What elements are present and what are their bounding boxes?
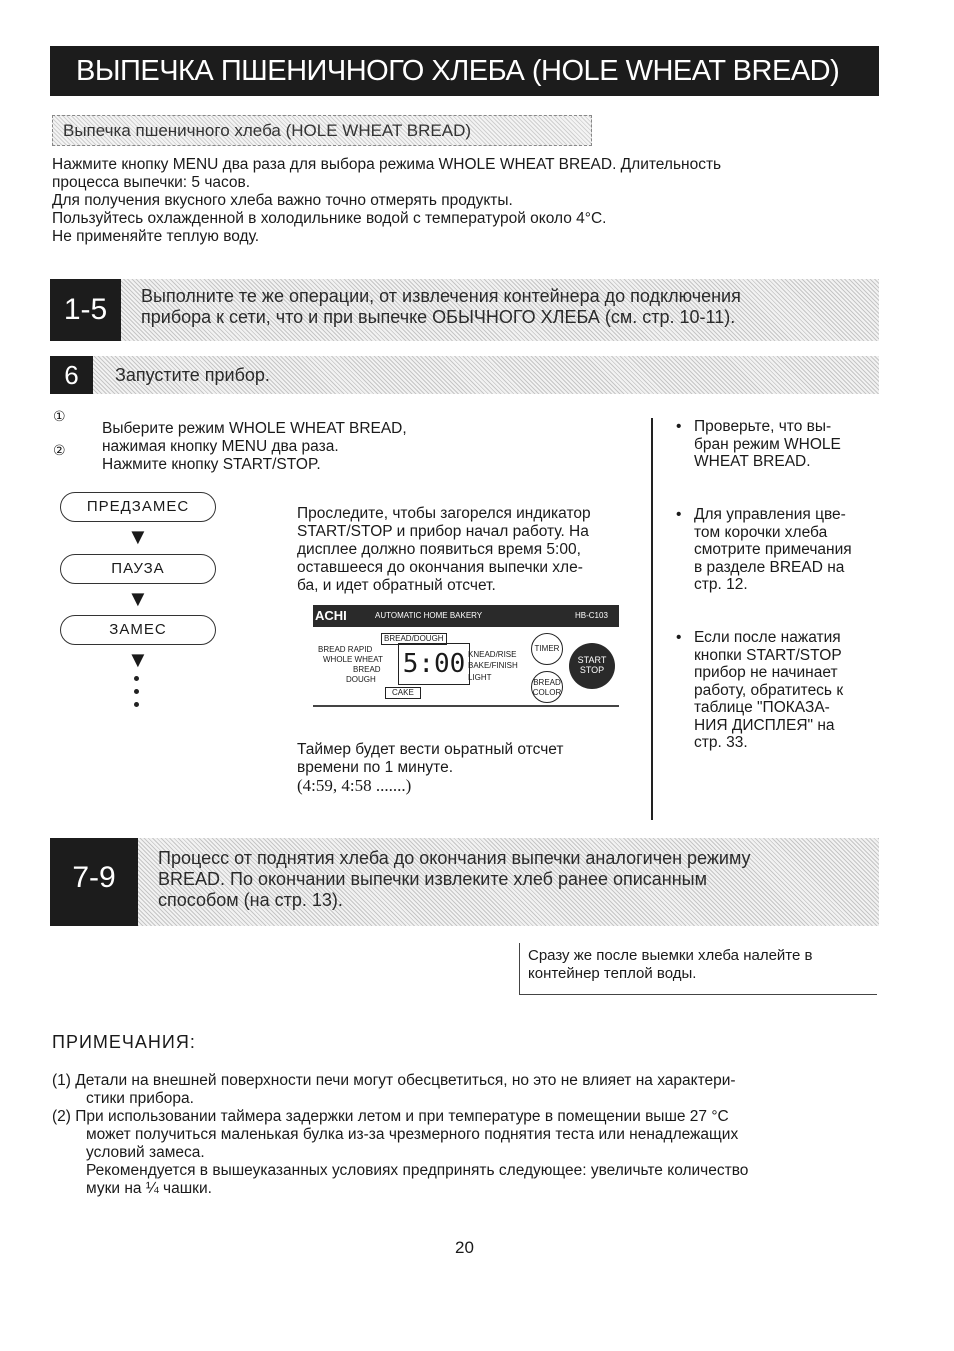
continuation-dot <box>134 676 139 681</box>
note-line: Если после нажатия <box>694 629 841 646</box>
note-line: прибор не начинает <box>694 664 838 681</box>
panel-label-knead-rise: KNEAD/RISE <box>468 650 517 659</box>
display-instructions <box>297 505 647 595</box>
start-label: START <box>577 655 607 665</box>
page-title: ВЫПЕЧКА ПШЕНИЧНОГО ХЛЕБА (HOLE WHEAT BREAD) <box>50 46 879 96</box>
column-divider <box>651 418 653 820</box>
side-note-2 <box>676 506 881 594</box>
step-text-7-9 <box>138 838 879 926</box>
step-text-6: Запустите прибор. <box>93 356 879 394</box>
text-line: Таймер будет вести оьратный отсчет <box>297 741 564 758</box>
continuation-dot <box>134 702 139 707</box>
timer-note <box>297 741 647 795</box>
step-text-1-5 <box>121 279 879 341</box>
step-line: BREAD. По окончании выпечки извлеките хлеб ранее описанным <box>158 869 707 889</box>
note-line: кнопки START/STOP <box>694 646 842 664</box>
step-number-1-5: 1-5 <box>50 279 121 341</box>
panel-label-bread-rapid: BREAD RAPID <box>318 645 373 654</box>
note-line: Проверьте, что вы- <box>694 418 832 435</box>
text-line: (4:59, 4:58 .......) <box>297 776 412 795</box>
bullet-icon: • <box>676 506 682 523</box>
step-6-instructions <box>102 420 622 474</box>
flow-stage-pause: ПАУЗА <box>60 554 216 584</box>
bullet-icon: • <box>676 418 682 435</box>
intro-line: Не применяйте теплую воду. <box>52 228 260 245</box>
step-number-7-9: 7-9 <box>50 838 138 926</box>
tip-line: контейнер теплой воды. <box>528 965 697 982</box>
section-subtitle: Выпечка пшеничного хлеба (HOLE WHEAT BREAD) <box>52 115 592 146</box>
instruction-line: Нажмите кнопку START/STOP. <box>102 456 321 473</box>
intro-line: Для получения вкусного хлеба важно точно отмерять продукты. <box>52 192 513 209</box>
note-line: том корочки хлеба <box>694 523 828 541</box>
panel-bottom-line <box>313 705 619 707</box>
text-line: ба, и идет обратный отсчет. <box>297 577 496 594</box>
panel-label-bread: BREAD <box>353 665 381 674</box>
start-stop-button <box>569 643 615 689</box>
notes-title: ПРИМЕЧАНИЯ: <box>52 1032 196 1052</box>
panel-label-bake-finish: BAKE/FINISH <box>468 661 518 670</box>
panel-header-label: AUTOMATIC HOME BAKERY <box>375 611 483 620</box>
note-line: бран режим WHOLE <box>694 435 841 453</box>
timer-button: TIMER <box>531 633 563 665</box>
control-panel-illustration <box>313 605 619 708</box>
instruction-line: Выберите режим WHOLE WHEAT BREAD, <box>102 420 407 437</box>
note-line: НИЯ ДИСПЛЕЯ" на <box>694 716 835 734</box>
continuation-dot <box>134 689 139 694</box>
note-line: WHEAT BREAD. <box>694 453 811 470</box>
note-line: Рекомендуется в вышеуказанных условиях предпринять следующее: увеличьте количество <box>86 1162 749 1179</box>
marker-1: ① <box>53 408 66 424</box>
panel-model: HB-C103 <box>575 611 608 620</box>
text-line: START/STOP и прибор начал работу. На <box>297 523 589 540</box>
intro-line: процесса выпечки: 5 часов. <box>52 174 251 191</box>
note-line: муки на ¼ чашки. <box>86 1180 212 1197</box>
intro-line: Нажмите кнопку MENU два раза для выбора режима WHOLE WHEAT BREAD. Длительность <box>52 156 722 173</box>
lcd-display: 5:00 <box>398 643 470 685</box>
note-line: стики прибора. <box>86 1090 194 1107</box>
note-line: (2) При использовании таймера задержки летом и при температуре в помещении выше 27 °С <box>52 1108 729 1125</box>
note-line: таблице "ПОКАЗА- <box>694 699 830 716</box>
panel-brand: ACHI <box>315 608 347 623</box>
step-line: способом (на стр. 13). <box>158 890 343 910</box>
panel-label-cake: CAKE <box>385 687 421 699</box>
panel-label-dough: DOUGH <box>346 675 376 684</box>
flow-down-arrow-icon: ▼ <box>127 586 149 611</box>
flow-down-arrow-icon: ▼ <box>127 647 149 672</box>
panel-label-bread-dough: BREAD/DOUGH <box>381 633 447 645</box>
marker-2: ② <box>53 442 66 458</box>
tip-box <box>519 943 877 995</box>
note-line: стр. 33. <box>694 734 748 751</box>
note-line: смотрите примечания <box>694 541 852 558</box>
bullet-icon: • <box>676 629 682 646</box>
bread-color-button: BREAD COLOR <box>531 671 563 703</box>
text-line: Проследите, чтобы загорелся индикатор <box>297 505 591 522</box>
stop-label: STOP <box>579 665 605 675</box>
intro-text <box>52 156 882 246</box>
notes-list <box>52 1072 882 1198</box>
step-line: Выполните те же операции, от извлечения контейнера до подключения <box>141 286 741 306</box>
note-line: в разделе BREAD на <box>694 558 845 576</box>
panel-label-light: LIGHT <box>468 673 492 682</box>
panel-label-whole-wheat: WHOLE WHEAT <box>323 655 383 664</box>
text-line: времени по 1 минуте. <box>297 759 453 776</box>
text-line: оставшееся до окончания выпечки хле- <box>297 559 583 576</box>
step-line: Процесс от поднятия хлеба до окончания выпечки аналогичен режиму <box>158 848 751 868</box>
intro-line: Пользуйтесь охлажденной в холодильнике водой с температурой около 4°С. <box>52 210 607 227</box>
flow-stage-kneading: ЗАМЕС <box>60 615 216 645</box>
text-line: дисплее должно появиться время 5:00, <box>297 541 581 558</box>
side-note-1 <box>676 418 881 471</box>
tip-line: Сразу же после выемки хлеба налейте в <box>528 947 813 964</box>
step-number-6: 6 <box>50 356 93 394</box>
step-line: прибора к сети, что и при выпечке ОБЫЧНОГО ХЛЕБА (см. стр. 10-11). <box>141 307 736 327</box>
note-line: условий замеса. <box>86 1144 205 1161</box>
flow-down-arrow-icon: ▼ <box>127 524 149 549</box>
note-line: работу, обратитесь к <box>694 681 844 699</box>
page-number: 20 <box>455 1238 474 1257</box>
flow-stage-prekneading: ПРЕДЗАМЕС <box>60 492 216 522</box>
side-note-3 <box>676 629 881 752</box>
note-line: может получиться маленькая булка из-за чрезмерного поднятия теста или ненадлежащих <box>86 1126 739 1143</box>
note-line: (1) Детали на внешней поверхности печи могут обесцветиться, но это не влияет на характери- <box>52 1072 736 1089</box>
instruction-line: нажимая кнопку MENU два раза. <box>102 438 339 455</box>
note-line: Для управления цве- <box>694 506 846 523</box>
note-line: стр. 12. <box>694 576 748 593</box>
panel-header-bar <box>313 605 619 627</box>
